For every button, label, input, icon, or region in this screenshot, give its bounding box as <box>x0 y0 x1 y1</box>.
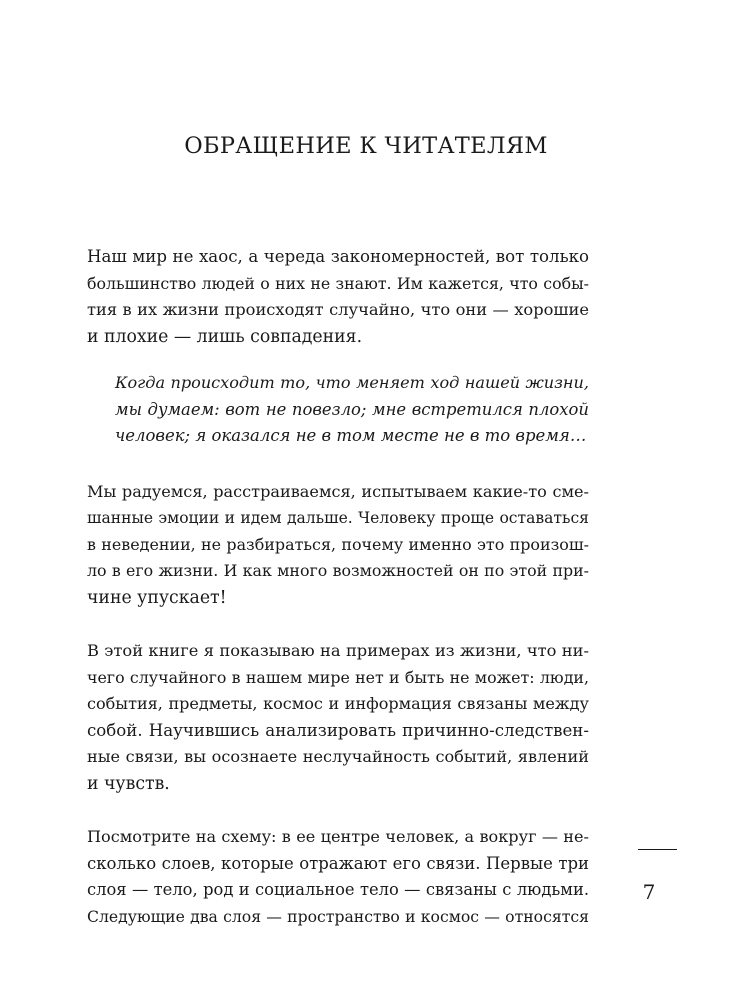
text-line: большинство людей о них не знают. Им кажется, что собы- <box>87 273 589 293</box>
paragraph-intro <box>87 244 589 350</box>
text-line: события, предметы, космос и информация связаны между <box>87 694 589 713</box>
text-line: чине упускает! <box>87 587 227 608</box>
text-line: Следующие два слоя — пространство и космос — относятся <box>87 906 589 926</box>
quote-line: мы думаем: вот не повезло; мне встретился плохой <box>115 399 589 419</box>
text-line: и чувств. <box>87 773 170 794</box>
text-line: тия в их жизни происходят случайно, что они — хорошие <box>87 300 589 319</box>
footer-rule <box>638 849 677 850</box>
text-line: Посмотрите на схему: в ее центре человек, а вокруг — не- <box>87 827 589 846</box>
quote-line: Когда происходит то, что меняет ход нашей жизни, <box>115 373 589 392</box>
paragraph-scheme <box>87 824 589 930</box>
text-line: сколько слоев, которые отражают его связи. Первые три <box>87 853 589 873</box>
text-line: в неведении, не разбираться, почему именно это произош- <box>87 534 589 554</box>
text-line: шанные эмоции и идем дальше. Человеку проще оставаться <box>87 509 589 527</box>
text-line: ло в его жизни. И как много возможностей он по этой при- <box>87 561 589 580</box>
text-line: собой. Научившись анализировать причинно-следствен- <box>87 720 589 740</box>
italic-quote <box>115 370 589 450</box>
text-line: Мы радуемся, расстраиваемся, испытываем какие-то сме- <box>87 481 589 501</box>
text-line: и плохие — лишь совпадения. <box>87 326 363 347</box>
text-line: чего случайного в нашем мире нет и быть не может: люди, <box>87 667 589 687</box>
paragraph-emotions <box>87 479 589 612</box>
paragraph-book-purpose <box>87 638 589 797</box>
quote-line: человек; я оказался не в том месте не в то время… <box>115 426 587 445</box>
body-text <box>87 244 589 957</box>
page-number: 7 <box>642 880 656 904</box>
text-line: слоя — тело, род и социальное тело — связаны с людьми. <box>87 880 589 899</box>
text-line: ные связи, вы осознаете неслучайность событий, явлений <box>87 747 589 766</box>
text-line: В этой книге я показываю на примерах из жизни, что ни- <box>87 641 589 660</box>
text-line: Наш мир не хаос, а череда закономерностей, вот только <box>87 247 589 266</box>
chapter-title: ОБРАЩЕНИЕ К ЧИТАТЕЛЯМ <box>184 133 548 159</box>
